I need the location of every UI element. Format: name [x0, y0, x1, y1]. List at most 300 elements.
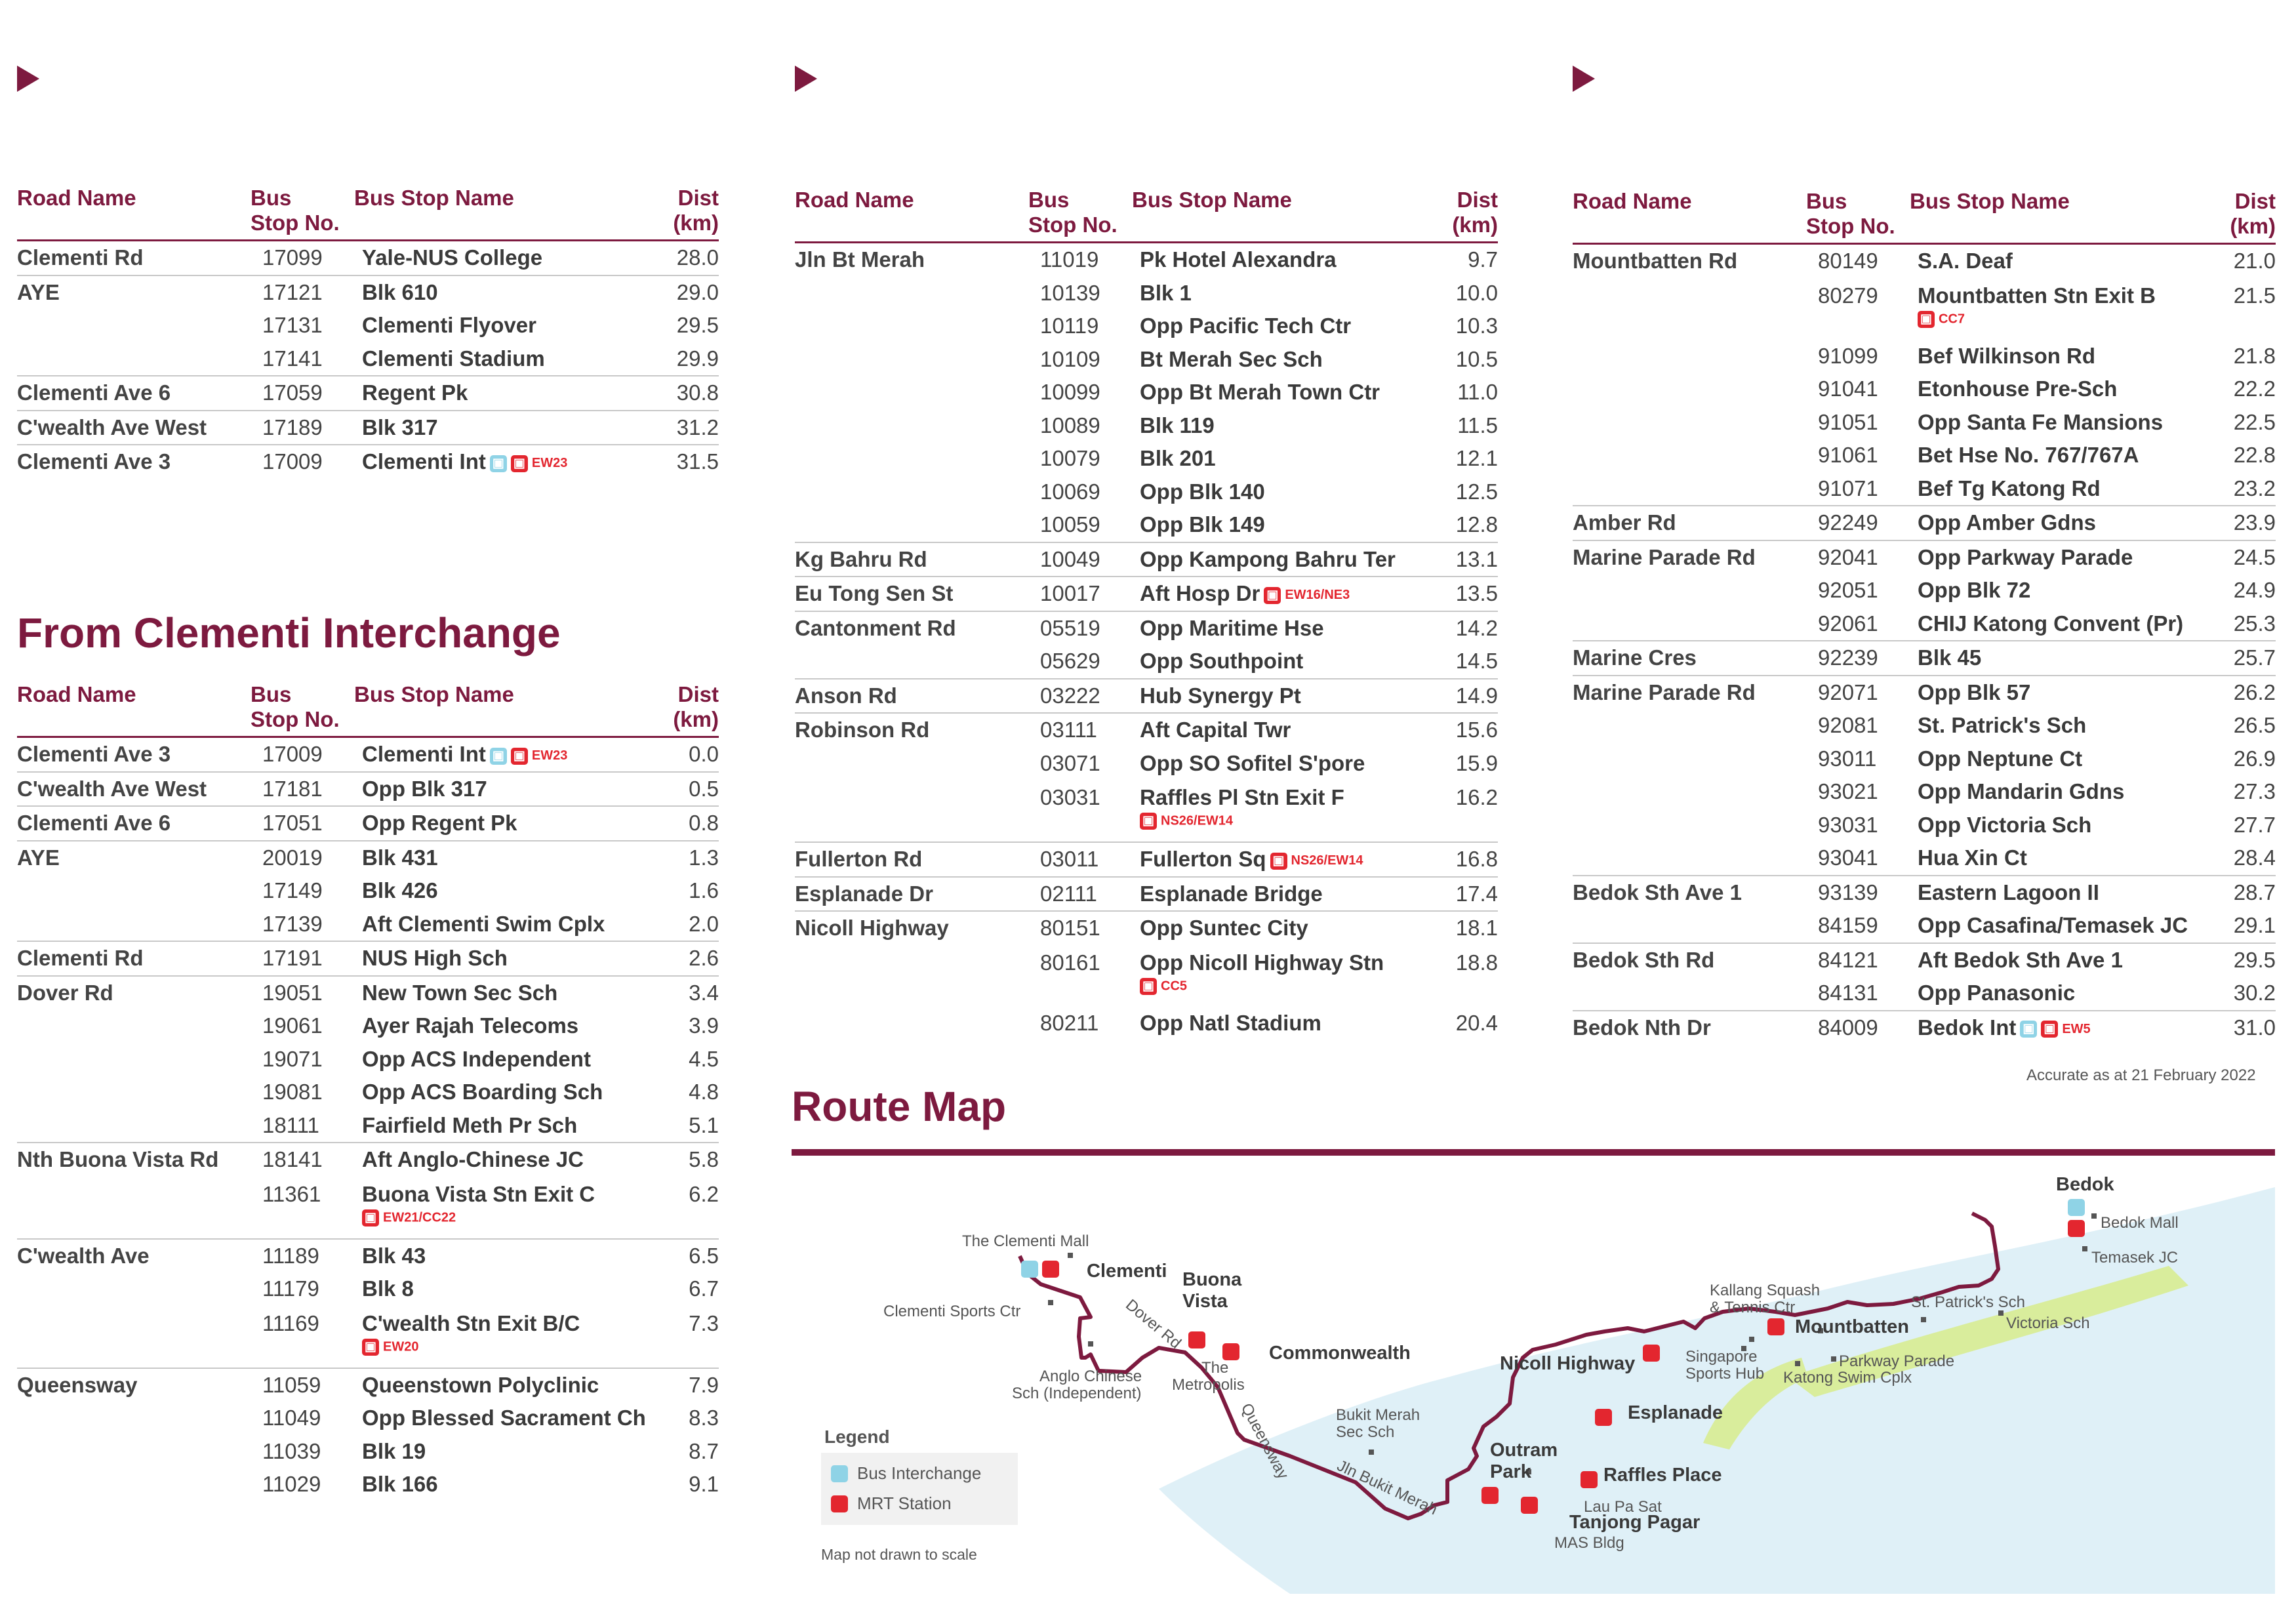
header-dist: Dist (km) [2218, 189, 2276, 244]
table-row [795, 713, 1498, 747]
mrt-icon [1042, 1261, 1059, 1278]
table-row [17, 445, 719, 479]
mrt-line-code: ▣ CC7 [1918, 311, 2218, 328]
table-row [1573, 373, 2276, 406]
route-map-title: Route Map [792, 1083, 1007, 1130]
road-name [795, 780, 1028, 842]
stop-name: Opp Maritime Hse [1132, 611, 1440, 645]
stop-number: 17141 [262, 346, 323, 371]
road-name: Clementi Rd [17, 941, 251, 976]
stop-number: 93021 [1818, 779, 1878, 804]
stop-number: 17139 [262, 911, 323, 936]
distance-km: 5.1 [689, 1112, 719, 1137]
stop-number: 11059 [251, 1368, 354, 1402]
stop-name: Blk 166 [362, 1472, 438, 1497]
stop-number: 91071 [1818, 476, 1878, 500]
table-row [17, 411, 719, 445]
distance-km: 31.0 [2218, 1011, 2276, 1045]
stop-name: Opp Blk 317 [354, 772, 662, 807]
map-label: Parkway Parade [1839, 1352, 1955, 1370]
map-label: The Clementi Mall [962, 1232, 1089, 1250]
stop-number: 11039 [262, 1438, 321, 1463]
road-name: Bedok Nth Dr [1573, 1011, 1806, 1045]
distance-km: 20.4 [1455, 1010, 1498, 1035]
header-dist: Dist (km) [662, 186, 719, 241]
stop-number: 18141 [251, 1143, 354, 1177]
sea-area [1159, 1187, 2275, 1594]
distance-km: 2.0 [689, 911, 719, 936]
road-name: Anson Rd [795, 679, 1028, 714]
road-name [1573, 841, 1806, 876]
road-name: Clementi Rd [17, 245, 144, 270]
timetable-bukit-merah [795, 188, 1498, 1040]
table-row [1573, 676, 2276, 710]
stop-name: Opp SO Sofitel S'pore [1140, 750, 1365, 775]
stop-number: 91099 [1818, 343, 1878, 368]
table-row [17, 1306, 719, 1368]
stop-name: Opp Amber Gdns [1910, 506, 2218, 540]
stop-number: 10119 [1040, 314, 1099, 338]
distance-km: 10.5 [1455, 346, 1498, 371]
table-row [17, 1272, 719, 1306]
stop-number: 84131 [1818, 981, 1878, 1005]
distance-km: 30.8 [662, 376, 719, 411]
road-name [17, 1043, 251, 1076]
distance-km: 22.5 [2233, 409, 2276, 434]
road-name: C'wealth Ave [17, 1239, 251, 1273]
stop-name: Hub Synergy Pt [1132, 679, 1440, 714]
bus-interchange-icon: ▣ [490, 455, 507, 472]
map-station-label: Commonwealth [1269, 1343, 1411, 1364]
table-row [17, 1009, 719, 1043]
road-name [795, 442, 1028, 476]
mrt-line-code: ▣ EW20 [362, 1339, 662, 1356]
map-label: Victoria Sch [2006, 1314, 2090, 1332]
table-row [795, 310, 1498, 343]
stop-name: Opp Mandarin Gdns [1918, 779, 2125, 804]
table-row [795, 442, 1498, 476]
stop-number: 93139 [1806, 876, 1910, 910]
table-row [795, 842, 1498, 877]
stop-number: 19081 [262, 1080, 323, 1105]
distance-km: 29.5 [2218, 943, 2276, 977]
distance-km: 6.5 [662, 1239, 719, 1273]
table-row [1573, 472, 2276, 506]
map-station-label: Esplanade [1628, 1402, 1723, 1423]
road-name [17, 1435, 251, 1469]
road-name [1573, 439, 1806, 472]
stop-number: 19051 [251, 976, 354, 1010]
road-name [795, 376, 1028, 409]
distance-km: 0.0 [689, 742, 719, 767]
road-name: Eu Tong Sen St [795, 577, 1028, 611]
distance-km: 30.2 [2233, 981, 2276, 1005]
distance-km: 15.6 [1440, 713, 1498, 747]
distance-km: 4.5 [689, 1046, 719, 1071]
map-station-label: Raffles Place [1603, 1465, 1722, 1486]
distance-km: 7.9 [662, 1368, 719, 1402]
table-row [795, 542, 1498, 577]
table-row [17, 1043, 719, 1076]
stop-name: Bt Merah Sec Sch [1140, 346, 1323, 371]
stop-name: Blk 317 [354, 411, 662, 445]
stop-number: 10139 [1040, 280, 1100, 305]
table-row [17, 1402, 719, 1435]
mrt-icon: ▣ [362, 1209, 379, 1227]
distance-km: 12.1 [1455, 446, 1498, 471]
table-row [17, 1468, 719, 1501]
road-name: Clementi Ave 3 [17, 445, 251, 479]
distance-km: 16.2 [1455, 785, 1498, 809]
stop-name: Opp Neptune Ct [1918, 746, 2083, 771]
distance-km: 25.7 [2218, 641, 2276, 676]
stop-number: 17009 [262, 742, 323, 767]
stop-number: 80211 [1040, 1010, 1099, 1035]
distance-km: 26.5 [2233, 713, 2276, 738]
stop-name: Pk Hotel Alexandra [1140, 247, 1337, 272]
distance-km: 6.2 [689, 1181, 719, 1206]
map-label: Metropolis [1172, 1376, 1245, 1394]
section-marker-icon [795, 66, 817, 92]
stop-number: 11179 [262, 1276, 319, 1301]
map-label: Bedok Mall [2101, 1214, 2179, 1232]
stop-number: 17181 [251, 772, 354, 807]
table-header [1573, 189, 2276, 244]
stop-number: 03031 [1040, 785, 1100, 809]
road-name [795, 409, 1028, 443]
timetable-clementi-arrival [17, 186, 719, 479]
stop-name: Opp Blk 72 [1918, 578, 2031, 603]
distance-km: 3.9 [689, 1013, 719, 1038]
stop-name: Opp Nicoll Highway Stn ▣ CC5 [1132, 945, 1440, 1007]
table-row [1573, 841, 2276, 876]
distance-km: 26.9 [2233, 746, 2276, 771]
stop-name: Blk 431 [354, 841, 662, 875]
table-row [1573, 439, 2276, 472]
stop-number: 10069 [1040, 479, 1100, 504]
table-row [17, 342, 719, 376]
section-title-from-clementi: From Clementi Interchange [17, 609, 561, 657]
table-row [17, 806, 719, 841]
table-row [795, 376, 1498, 409]
table-row [17, 976, 719, 1010]
stop-number: 80161 [1040, 950, 1100, 975]
stop-number: 91041 [1818, 376, 1878, 401]
stop-number: 11049 [262, 1406, 321, 1430]
map-station-label: Buona [1182, 1269, 1242, 1290]
road-name [17, 1402, 251, 1435]
distance-km: 23.2 [2233, 476, 2276, 500]
stop-name: Queenstown Polyclinic [354, 1368, 662, 1402]
stop-name: Blk 119 [1140, 413, 1215, 437]
distance-km: 13.5 [1440, 577, 1498, 611]
table-row [17, 1435, 719, 1469]
road-name [17, 1272, 251, 1306]
header-dist: Dist (km) [1440, 188, 1498, 243]
table-row [1573, 775, 2276, 809]
distance-km: 23.9 [2218, 506, 2276, 540]
table-row [1573, 977, 2276, 1011]
stop-number: 93011 [1818, 746, 1877, 771]
map-label: Dover Rd [1122, 1295, 1185, 1352]
header-stop-no: Bus Stop No. [1806, 189, 1910, 244]
table-row [795, 877, 1498, 912]
table-row [17, 1239, 719, 1273]
road-name [795, 310, 1028, 343]
distance-km: 28.4 [2233, 845, 2276, 870]
stop-name: Bet Hse No. 767/767A [1918, 443, 2139, 468]
stop-name: Opp Victoria Sch [1918, 812, 2092, 837]
stop-name: Opp Kampong Bahru Ter [1132, 542, 1440, 577]
table-row [1573, 244, 2276, 278]
stop-number: 19061 [262, 1013, 323, 1038]
road-name [17, 1177, 251, 1239]
road-name [795, 945, 1028, 1007]
legend-title: Legend [824, 1427, 890, 1447]
distance-km: 9.7 [1468, 247, 1498, 272]
stop-name: Opp Blessed Sacrament Ch [362, 1406, 646, 1430]
mrt-code: EW5 [2062, 1021, 2091, 1036]
map-label: Singapore [1685, 1348, 1758, 1366]
table-row [17, 841, 719, 875]
map-label: Bukit Merah [1336, 1406, 1420, 1424]
stop-name: Bedok Int ▣ ▣ EW5 [1910, 1011, 2218, 1045]
header-stop-no: Bus Stop No. [251, 186, 354, 241]
header-dist: Dist (km) [662, 682, 719, 737]
table-row [795, 508, 1498, 542]
road-name [17, 309, 251, 342]
distance-km: 31.5 [662, 445, 719, 479]
bus-interchange-icon: ▣ [2020, 1021, 2037, 1038]
distance-km: 5.8 [662, 1143, 719, 1177]
road-name [17, 342, 251, 376]
distance-km: 0.5 [662, 772, 719, 807]
road-name [1573, 709, 1806, 742]
distance-km: 24.9 [2233, 578, 2276, 603]
distance-km: 21.8 [2233, 343, 2276, 368]
stop-number: 84009 [1806, 1011, 1910, 1045]
stop-number: 17191 [251, 941, 354, 976]
road-name [17, 874, 251, 908]
road-name [795, 476, 1028, 509]
stop-name: Opp ACS Boarding Sch [362, 1080, 603, 1105]
table-row [17, 908, 719, 942]
road-name [1573, 742, 1806, 776]
table-row [795, 780, 1498, 842]
road-name [1573, 472, 1806, 506]
stop-number: 18111 [262, 1112, 319, 1137]
road-name [1573, 340, 1806, 373]
stop-number: 19071 [262, 1046, 323, 1071]
road-name: Nicoll Highway [795, 911, 1028, 945]
table-row [17, 772, 719, 807]
distance-km: 31.2 [662, 411, 719, 445]
table-row [1573, 506, 2276, 540]
map-label: Katong Swim Cplx [1783, 1369, 1912, 1387]
header-stop-name: Bus Stop Name [354, 186, 662, 241]
stop-number: 92041 [1806, 540, 1910, 575]
road-name [1573, 406, 1806, 439]
table-row [1573, 809, 2276, 842]
road-name: Jln Bt Merah [795, 247, 925, 272]
road-name: Robinson Rd [795, 713, 1028, 747]
table-row [1573, 340, 2276, 373]
mrt-icon [1767, 1318, 1784, 1335]
map-station-label: Vista [1182, 1291, 1228, 1312]
distance-km: 10.3 [1455, 314, 1498, 338]
distance-km: 13.1 [1440, 542, 1498, 577]
section-marker-icon [17, 66, 39, 92]
timetable-from-clementi [17, 682, 719, 1501]
stop-name: Blk 45 [1910, 641, 2218, 676]
distance-km: 29.1 [2233, 913, 2276, 938]
stop-number: 92081 [1818, 713, 1878, 738]
distance-km: 8.7 [689, 1438, 719, 1463]
table-row [17, 1177, 719, 1239]
table-row [1573, 278, 2276, 340]
map-label: Sec Sch [1336, 1423, 1395, 1441]
table-row [1573, 1011, 2276, 1045]
bus-interchange-icon [1021, 1261, 1038, 1278]
distance-km: 26.2 [2218, 676, 2276, 710]
stop-number: 05519 [1028, 611, 1132, 645]
distance-km: 28.0 [676, 245, 719, 270]
road-name: Fullerton Rd [795, 842, 1028, 877]
table-row [17, 376, 719, 411]
table-row [795, 409, 1498, 443]
mrt-icon: ▣ [1264, 587, 1281, 604]
map-label: MAS Bldg [1554, 1534, 1624, 1552]
road-name [1573, 809, 1806, 842]
header-road: Road Name [17, 682, 251, 737]
stop-name: Opp Natl Stadium [1140, 1010, 1321, 1035]
table-row [795, 243, 1498, 277]
road-name: Nth Buona Vista Rd [17, 1143, 251, 1177]
stop-name: S.A. Deaf [1918, 249, 2013, 274]
map-label: Temasek JC [2091, 1249, 2179, 1267]
stop-number: 10099 [1040, 380, 1100, 405]
header-stop-no: Bus Stop No. [251, 682, 354, 737]
stop-number: 92239 [1806, 641, 1910, 676]
stop-name: Opp Regent Pk [354, 806, 662, 841]
header-stop-name: Bus Stop Name [1132, 188, 1440, 243]
distance-km: 21.5 [2233, 283, 2276, 308]
map-label: The [1201, 1359, 1229, 1377]
map-label: Clementi Sports Ctr [883, 1303, 1021, 1320]
map-label: St. Patrick's Sch [1911, 1293, 2025, 1311]
mrt-icon [1481, 1487, 1499, 1504]
distance-km: 0.8 [662, 806, 719, 841]
stop-name: Esplanade Bridge [1132, 877, 1440, 912]
stop-number: 03111 [1028, 713, 1132, 747]
legend-bus-label: Bus Interchange [857, 1463, 982, 1483]
distance-km: 11.5 [1457, 413, 1498, 437]
mrt-line-code: ▣ CC5 [1140, 978, 1440, 995]
mrt-line-code: ▣ EW21/CC22 [362, 1209, 662, 1227]
map-label: Kallang Squash [1710, 1282, 1821, 1299]
stop-number: 92249 [1806, 506, 1910, 540]
stop-name: Blk 610 [354, 275, 662, 310]
road-name [795, 277, 1028, 310]
distance-km: 29.0 [662, 275, 719, 310]
stop-number: 91051 [1818, 409, 1878, 434]
road-name [1573, 574, 1806, 607]
road-name: Amber Rd [1573, 506, 1806, 540]
stop-name: Aft Bedok Sth Ave 1 [1910, 943, 2218, 977]
header-road: Road Name [795, 188, 1028, 243]
distance-km: 28.7 [2218, 876, 2276, 910]
road-name [17, 1009, 251, 1043]
mrt-icon: ▣ [2041, 1021, 2058, 1038]
mrt-icon [1521, 1497, 1538, 1514]
stop-name: C'wealth Stn Exit B/C ▣ EW20 [354, 1306, 662, 1368]
stop-name: Opp Santa Fe Mansions [1918, 409, 2164, 434]
stop-name: Opp Blk 57 [1910, 676, 2218, 710]
distance-km: 8.3 [689, 1406, 719, 1430]
road-name: Queensway [17, 1368, 251, 1402]
stop-name: Regent Pk [354, 376, 662, 411]
stop-number: 91061 [1818, 443, 1878, 468]
stop-name: Clementi Stadium [362, 346, 545, 371]
stop-number: 02111 [1028, 877, 1132, 912]
mrt-icon [1595, 1409, 1612, 1426]
stop-name: Bef Wilkinson Rd [1918, 343, 2096, 368]
stop-name: Aft Hosp Dr ▣ EW16/NE3 [1132, 577, 1440, 611]
distance-km: 10.0 [1455, 280, 1498, 305]
stop-name: New Town Sec Sch [354, 976, 662, 1010]
road-name [1573, 607, 1806, 641]
header-road: Road Name [1573, 189, 1806, 244]
bus-interchange-icon [2068, 1199, 2085, 1216]
map-station-label: Tanjong Pagar [1569, 1512, 1701, 1533]
stop-name: Fullerton Sq ▣ NS26/EW14 [1132, 842, 1440, 877]
map-station-label: Park [1490, 1461, 1531, 1482]
stop-number: 17009 [251, 445, 354, 479]
distance-km: 4.8 [689, 1080, 719, 1105]
stop-name: Yale-NUS College [362, 245, 543, 270]
stop-name: Aft Capital Twr [1132, 713, 1440, 747]
road-name [17, 908, 251, 942]
table-row [795, 679, 1498, 714]
stop-number: 80279 [1818, 283, 1878, 308]
mrt-icon [2068, 1220, 2085, 1237]
stop-number: 92051 [1818, 578, 1878, 603]
header-stop-name: Bus Stop Name [1910, 189, 2218, 244]
road-name [17, 1076, 251, 1109]
table-row [795, 911, 1498, 945]
bus-interchange-icon: ▣ [490, 748, 507, 765]
stop-name: Blk 19 [362, 1438, 426, 1463]
stop-number: 84159 [1818, 913, 1878, 938]
table-header [795, 188, 1498, 243]
bus-interchange-icon [831, 1465, 848, 1482]
table-row [17, 1109, 719, 1143]
stop-name: Clementi Flyover [362, 313, 536, 338]
stop-name: CHIJ Katong Convent (Pr) [1918, 611, 2184, 636]
road-name: Clementi Ave 6 [17, 376, 251, 411]
mrt-icon: ▣ [511, 748, 528, 765]
distance-km: 3.4 [662, 976, 719, 1010]
table-row [795, 476, 1498, 509]
stop-number: 03222 [1028, 679, 1132, 714]
table-row [17, 737, 719, 772]
header-road: Road Name [17, 186, 251, 241]
road-name: Marine Parade Rd [1573, 676, 1806, 710]
stop-number: 10017 [1028, 577, 1132, 611]
header-stop-no: Bus Stop No. [1028, 188, 1132, 243]
map-label: Sports Hub [1685, 1365, 1765, 1383]
road-name: C'wealth Ave West [17, 772, 251, 807]
